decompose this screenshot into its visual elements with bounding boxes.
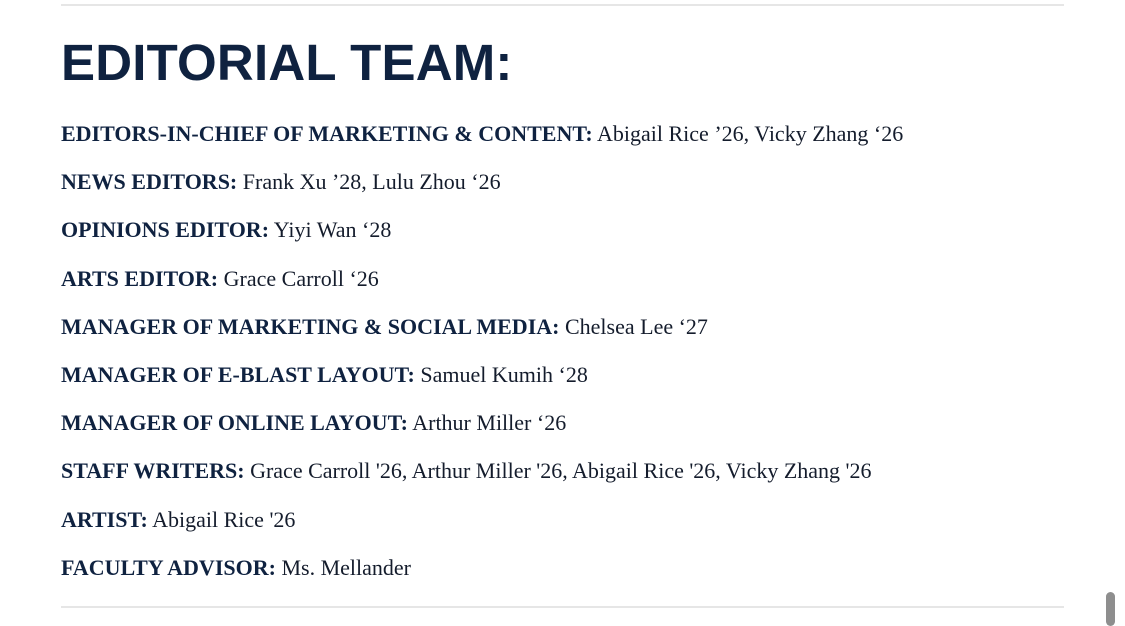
credit-role: OPINIONS EDITOR: (61, 217, 270, 243)
top-divider (61, 4, 1064, 6)
credit-role: MANAGER OF E-BLAST LAYOUT: (61, 361, 415, 387)
credit-item (61, 165, 1101, 213)
credit-item (61, 503, 1101, 551)
credit-names: Grace Carroll '26, Arthur Miller '26, Abigail Rice '26, Vicky Zhang '26 (250, 458, 872, 484)
credit-role: MANAGER OF MARKETING & SOCIAL MEDIA: (61, 313, 560, 339)
credit-item (61, 454, 1101, 502)
credit-item (61, 358, 1101, 406)
credit-item (61, 406, 1101, 454)
credit-role: EDITORS-IN-CHIEF OF MARKETING & CONTENT: (61, 121, 593, 146)
credit-role: FACULTY ADVISOR: (61, 554, 276, 580)
credit-item (61, 262, 1101, 310)
credit-names: Arthur Miller ‘26 (412, 410, 567, 436)
credit-names: Abigail Rice ’26, Vicky Zhang ‘26 (597, 121, 904, 146)
credit-names: Ms. Mellander (281, 554, 411, 580)
credit-item (61, 117, 1101, 165)
page-title: EDITORIAL TEAM: (61, 34, 513, 91)
credit-names: Samuel Kumih ‘28 (420, 361, 588, 387)
credit-item (61, 310, 1101, 358)
credit-names: Abigail Rice '26 (152, 506, 296, 532)
credit-names: Grace Carroll ‘26 (223, 265, 379, 291)
credit-role: ARTS EDITOR: (61, 265, 219, 291)
credit-role: NEWS EDITORS: (61, 169, 238, 195)
bottom-divider (61, 606, 1064, 608)
credits-list (61, 117, 1101, 599)
credit-item (61, 551, 1101, 599)
credit-role: STAFF WRITERS: (61, 458, 245, 484)
credit-role: ARTIST: (61, 506, 148, 532)
credit-names: Chelsea Lee ‘27 (564, 313, 708, 339)
scrollbar-thumb[interactable] (1106, 592, 1115, 626)
credit-item (61, 213, 1101, 261)
credit-role: MANAGER OF ONLINE LAYOUT: (61, 410, 408, 436)
credit-names: Yiyi Wan ‘28 (273, 217, 392, 243)
credit-names: Frank Xu ’28, Lulu Zhou ‘26 (242, 169, 501, 195)
